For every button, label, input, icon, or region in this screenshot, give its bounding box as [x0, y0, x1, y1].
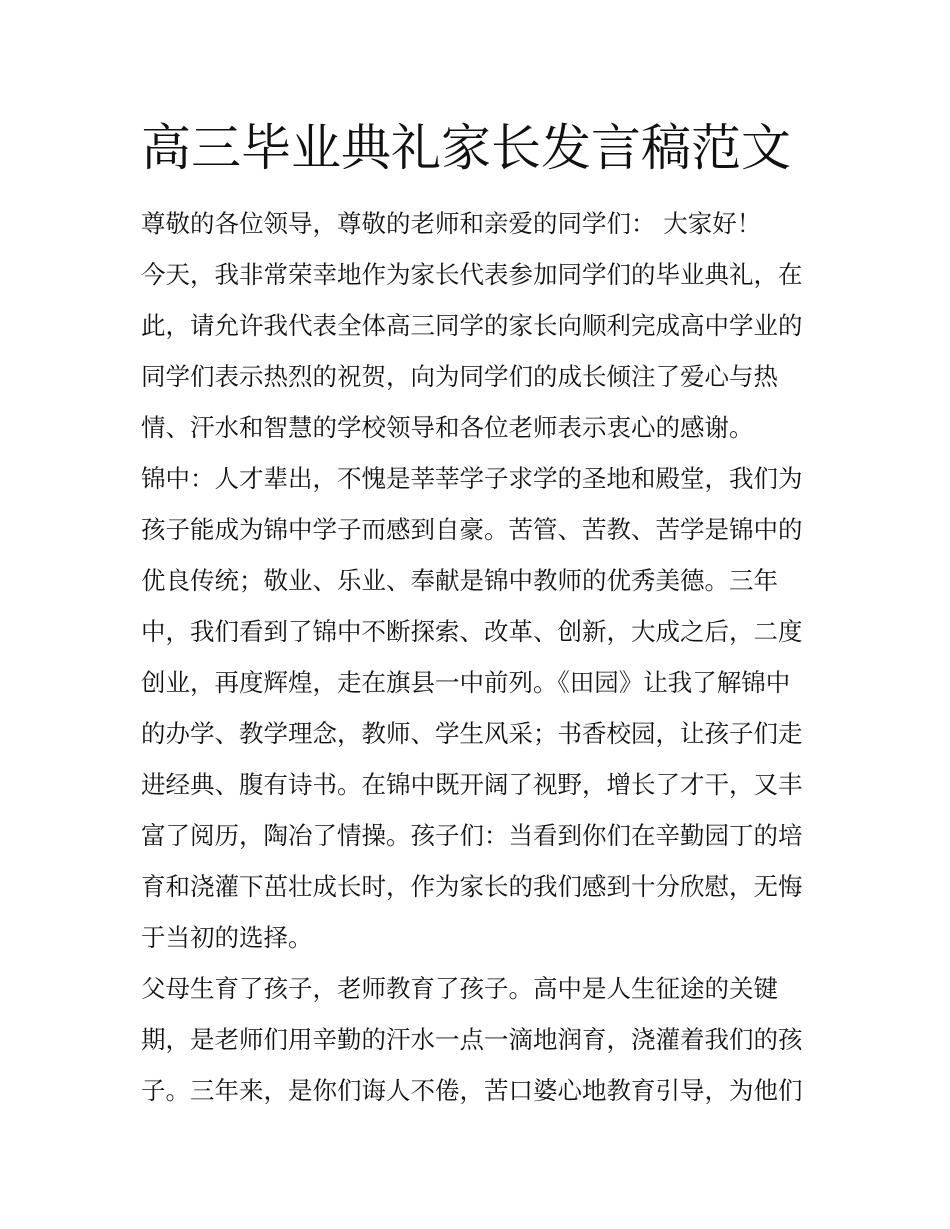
text-line: 育和浇灌下茁壮成长时，作为家长的我们感到十分欣慰，无悔 — [141, 872, 803, 901]
document-body — [141, 198, 813, 1116]
text-line: 创业，再度辉煌，走在旗县一中前列。《田园》让我了解锦中 — [141, 668, 791, 697]
text-line: 优良传统；敬业、乐业、奉献是锦中教师的优秀美德。三年 — [141, 566, 778, 595]
text-line: 情、汗水和智慧的学校领导和各位老师表示衷心的感谢。 — [141, 413, 754, 442]
text-line: 尊敬的各位领导，尊敬的老师和亲爱的同学们： 大家好！ — [141, 209, 762, 238]
paragraph-school — [141, 453, 813, 963]
text-line: 于当初的选择。 — [141, 923, 313, 952]
paragraph-thanks — [141, 249, 813, 453]
text-line: 孩子能成为锦中学子而感到自豪。苦管、苦教、苦学是锦中的 — [141, 515, 803, 544]
paragraph-greeting — [141, 198, 813, 249]
paragraph-teachers — [141, 963, 813, 1116]
text-line: 富了阅历，陶冶了情操。孩子们：当看到你们在辛勤园丁的培 — [141, 821, 803, 850]
text-line: 的办学、教学理念，教师、学生风采；书香校园，让孩子们走 — [141, 719, 803, 748]
text-line: 期，是老师们用辛勤的汗水一点一滴地润育，浇灌着我们的孩 — [141, 1025, 803, 1054]
text-line: 父母生育了孩子，老师教育了孩子。高中是人生征途的关键 — [141, 974, 778, 1003]
text-line: 今天，我非常荣幸地作为家长代表参加同学们的毕业典礼，在 — [141, 260, 803, 289]
text-line: 此，请允许我代表全体高三同学的家长向顺利完成高中学业的 — [141, 311, 803, 340]
text-line: 同学们表示热烈的祝贺，向为同学们的成长倾注了爱心与热 — [141, 362, 778, 391]
text-line: 中，我们看到了锦中不断探索、改革、创新，大成之后，二度 — [141, 617, 803, 646]
document-title: 高三毕业典礼家长发言稿范文 — [141, 119, 791, 177]
text-line: 锦中：人才辈出，不愧是莘莘学子求学的圣地和殿堂，我们为 — [141, 464, 803, 493]
text-line: 进经典、腹有诗书。在锦中既开阔了视野，增长了才干，又丰 — [141, 770, 803, 799]
text-line: 子。三年来，是你们诲人不倦，苦口婆心地教育引导，为他们 — [141, 1076, 803, 1105]
